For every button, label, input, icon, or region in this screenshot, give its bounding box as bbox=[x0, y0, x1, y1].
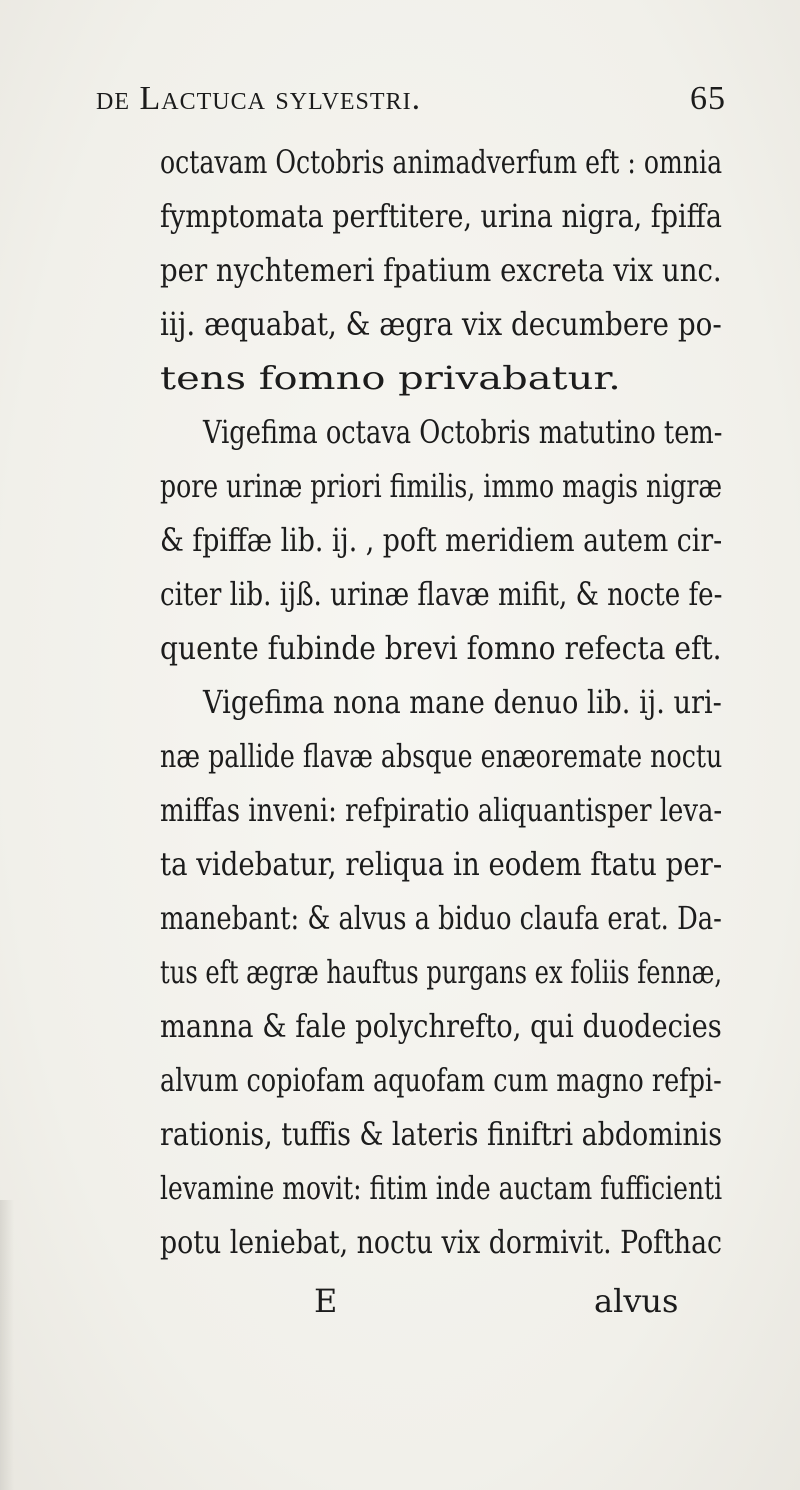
text-line: & fpiffæ lib. ij. , poft meridiem autem cir- bbox=[160, 521, 723, 559]
text-line: næ pallide flavæ absque enæoremate noctu bbox=[160, 737, 723, 775]
text-line: per nychtemeri fpatium excreta vix unc. bbox=[160, 251, 722, 289]
text-line: tus eft ægræ hauftus purgans ex foliis fennæ, bbox=[160, 953, 723, 991]
text-line: manebant: & alvus a biduo claufa erat. Da- bbox=[160, 899, 722, 937]
page-number: 65 bbox=[690, 80, 726, 117]
page-edge-shadow bbox=[0, 1200, 14, 1490]
catchword: alvus bbox=[594, 1282, 679, 1320]
text-line: Vigefima nona mane denuo lib. ij. uri- bbox=[203, 683, 722, 721]
text-line: citer lib. ijß. urinæ flavæ mifit, & nocte fe- bbox=[160, 575, 723, 613]
text-line: potu leniebat, noctu vix dormivit. Pofthac bbox=[160, 1223, 723, 1261]
signature-mark: E bbox=[314, 1282, 338, 1320]
running-title: de Lactuca sylvestri. bbox=[96, 80, 422, 117]
text-line: levamine movit: fitim inde auctam fufficienti bbox=[160, 1169, 723, 1207]
text-line: rationis, tuffis & lateris finiftri abdominis bbox=[160, 1115, 723, 1153]
text-line: miffas inveni: refpiratio aliquantisper leva- bbox=[160, 791, 723, 829]
text-line: Vigefima octava Octobris matutino tem- bbox=[203, 413, 723, 451]
text-line: pore urinæ priori fimilis, immo magis nigræ bbox=[160, 467, 723, 505]
text-line: alvum copiofam aquofam cum magno refpi- bbox=[160, 1061, 722, 1099]
text-line: ta videbatur, reliqua in eodem ftatu per- bbox=[160, 845, 723, 883]
text-line: fymptomata perftitere, urina nigra, fpiffa bbox=[160, 197, 722, 235]
text-line: tens fomno privabatur. bbox=[160, 359, 621, 397]
text-line: iij. æquabat, & ægra vix decumbere po- bbox=[160, 305, 722, 343]
text-line: octavam Octobris animadverfum eft : omnia bbox=[160, 143, 723, 181]
text-line: quente fubinde brevi fomno refecta eft. bbox=[160, 629, 722, 667]
text-line: manna & fale polychrefto, qui duodecies bbox=[160, 1007, 722, 1045]
